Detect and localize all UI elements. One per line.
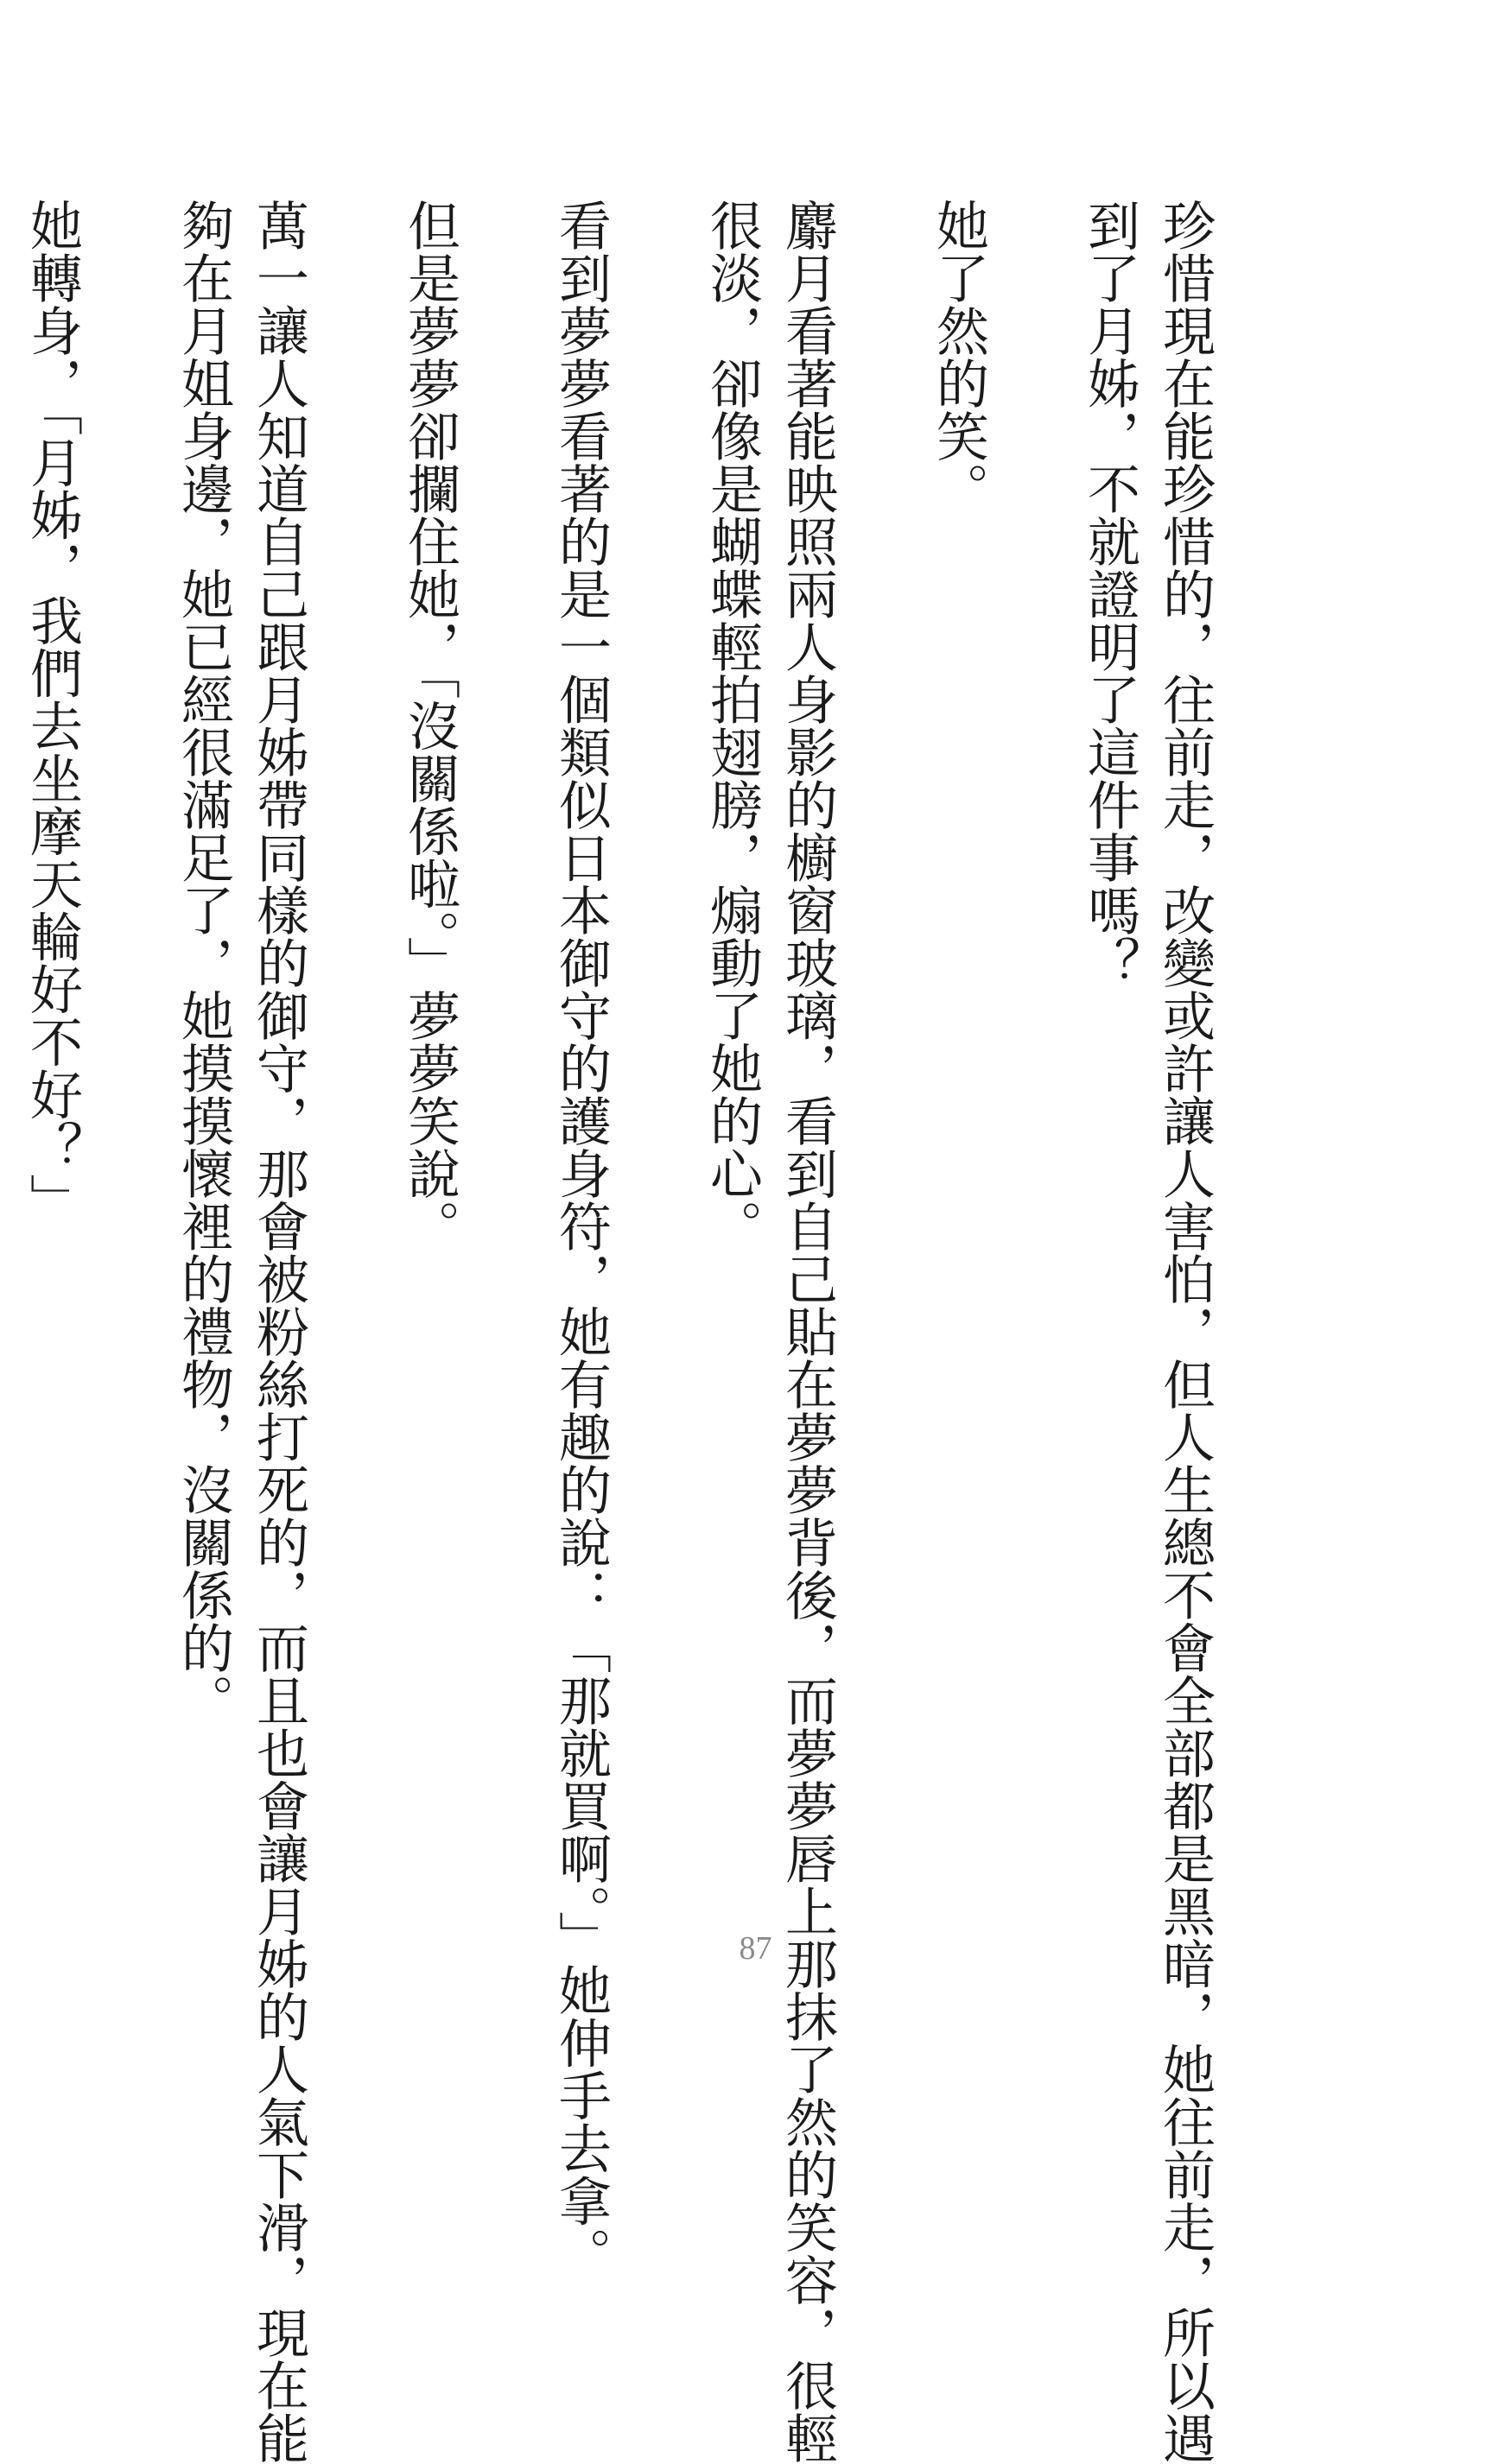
text-line: 看到夢夢看著的是一個類似日本御守的護身符，她有趣的說：「那就買啊。」她伸手去拿。 (550, 199, 612, 2280)
text-line: 但是夢夢卻攔住她，「沒關係啦。」夢夢笑說。 (399, 199, 460, 1252)
page-number: 87 (739, 1930, 772, 1967)
text-line: 萬一讓人知道自己跟月姊帶同樣的御守，那會被粉絲打死的，而且也會讓月姊的人氣下滑，現在能 (248, 199, 309, 2464)
paragraph (1072, 199, 1298, 2464)
paragraph (543, 199, 695, 2280)
text-line: 到了月姊，不就證明了這件事嗎？ (1079, 199, 1140, 989)
text-line: 夠在月姐身邊，她已經很滿足了，她摸摸懷裡的禮物，沒關係的。 (173, 199, 234, 1726)
text-line: 麝月看著能映照兩人身影的櫥窗玻璃，看到自己貼在夢夢背後，而夢夢唇上那抹了然的笑容，很輕 (777, 199, 838, 2464)
paragraph (921, 199, 1072, 1580)
paragraph (392, 199, 543, 1580)
text-line: 她轉身，「月姊，我們去坐摩天輪好不好？」 (22, 199, 83, 1226)
text-line: 她了然的笑。 (928, 199, 989, 515)
paragraph (166, 199, 392, 2464)
paragraph (15, 199, 166, 1580)
paragraph (0, 199, 15, 1580)
text-line: 很淡，卻像是蝴蝶輕拍翅膀，煽動了她的心。 (702, 199, 763, 1252)
text-line: 珍惜現在能珍惜的，往前走，改變或許讓人害怕，但人生總不會全部都是黑暗，她往前走，所以遇 (1154, 199, 1216, 2464)
